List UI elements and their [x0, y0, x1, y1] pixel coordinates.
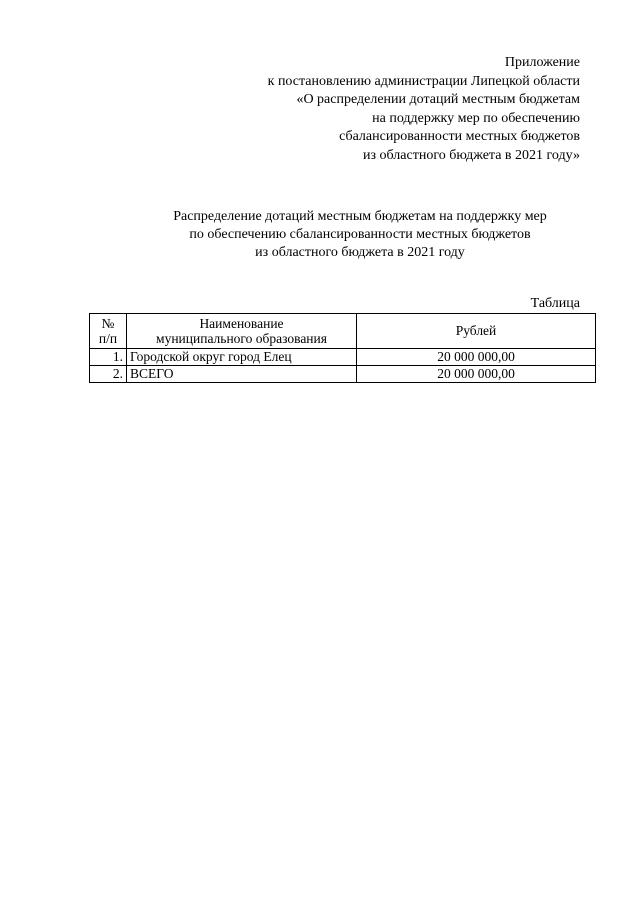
header-number-line2: п/п — [98, 331, 118, 346]
appendix-line: из областного бюджета в 2021 году» — [363, 147, 580, 163]
header-amount: Рублей — [357, 314, 596, 349]
appendix-line: Приложение — [504, 55, 580, 70]
appendix-block — [268, 54, 580, 166]
row-municipality: ВСЕГО — [127, 366, 357, 383]
row-amount: 20 000 000,00 — [357, 366, 596, 383]
header-municipality-line1: Наименование — [199, 315, 284, 331]
appendix-line: на поддержку мер по обеспечению — [372, 110, 580, 126]
header-number-line1: № — [101, 315, 115, 331]
header-municipality — [127, 314, 357, 349]
document-title — [60, 208, 640, 262]
appendix-line: «О распределении дотаций местным бюджетам — [296, 92, 580, 108]
title-line: по обеспечению сбалансированности местных бюджетов — [189, 227, 531, 242]
row-number: 1. — [90, 349, 127, 366]
header-municipality-line2: муниципального образования — [156, 331, 327, 346]
row-municipality: Городской округ город Елец — [127, 349, 357, 366]
table-caption: Таблица — [530, 296, 580, 311]
table-row — [90, 349, 596, 366]
distribution-table — [89, 313, 596, 383]
appendix-line: к постановлению администрации Липецкой области — [267, 73, 580, 89]
row-number: 2. — [90, 366, 127, 383]
row-amount: 20 000 000,00 — [357, 349, 596, 366]
title-line: Распределение дотаций местным бюджетам на поддержку мер — [173, 209, 547, 224]
table-row — [90, 366, 596, 383]
header-number — [90, 314, 127, 349]
title-line: из областного бюджета в 2021 году — [255, 245, 465, 260]
table-header-row — [90, 314, 596, 349]
appendix-line: сбалансированности местных бюджетов — [339, 129, 580, 145]
